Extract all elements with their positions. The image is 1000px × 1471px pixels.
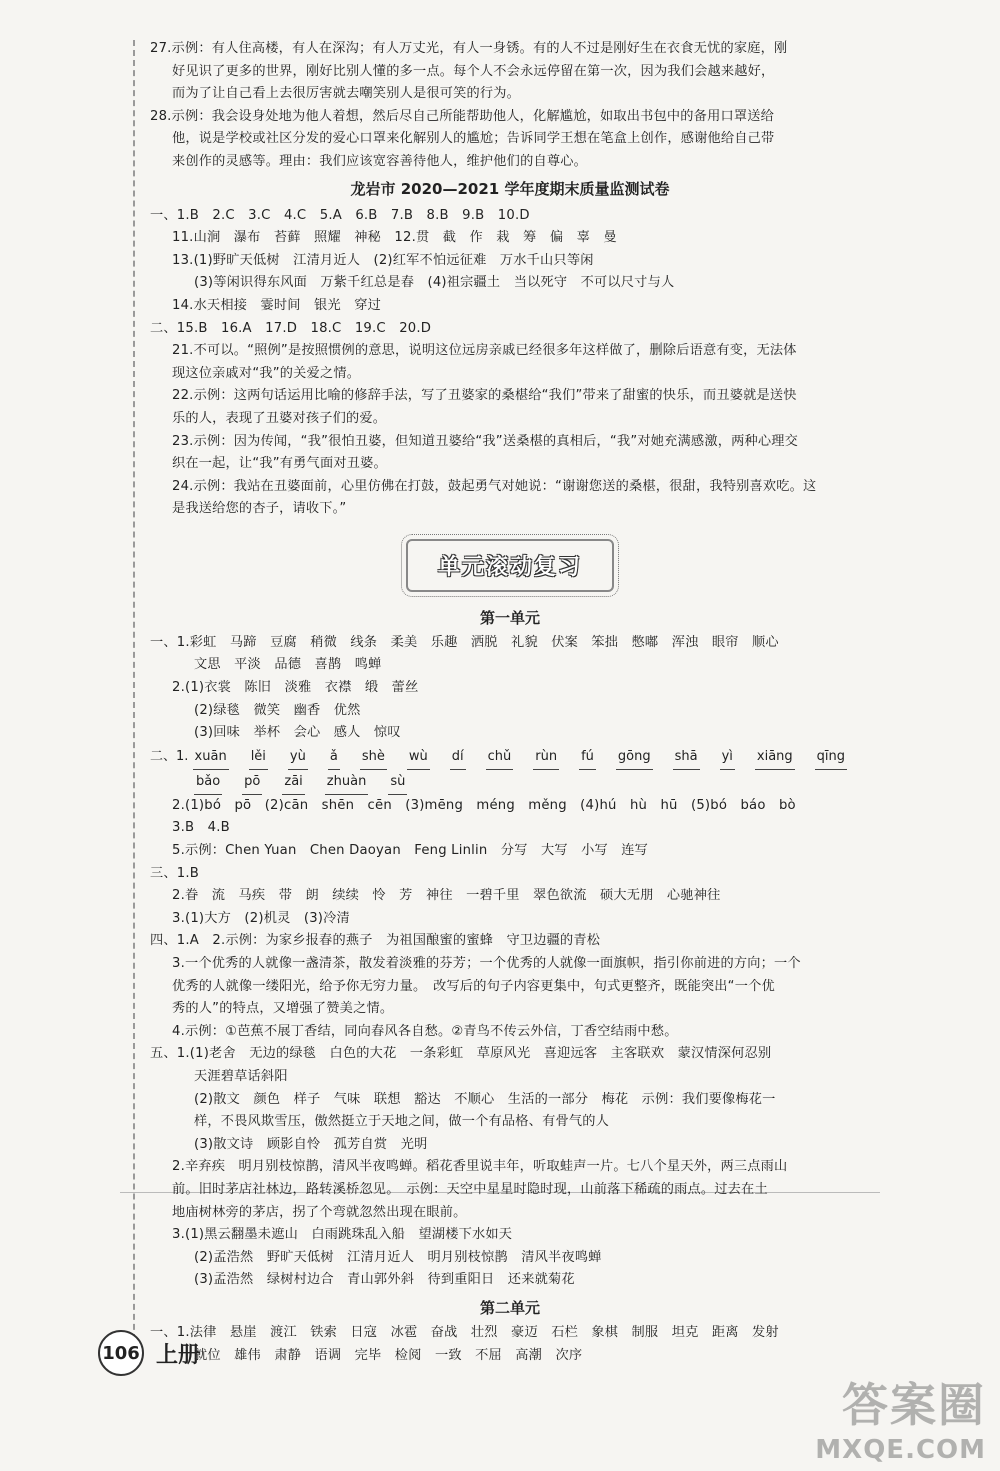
answer-27 xyxy=(150,38,870,106)
section-banner xyxy=(150,539,870,592)
answer-line: 天涯碧草话斜阳 xyxy=(194,1068,288,1084)
answer-line: 11.山涧 瀑布 苔藓 照耀 神秘 12.贯 截 作 栽 筹 偏 辜 曼 xyxy=(172,230,617,246)
answer-line: 2.眷 流 马疾 带 朗 续续 怜 芳 神往 一碧千里 翠色欲流 硕大无朋 心驰神往 xyxy=(172,888,721,904)
answer-line: (2)绿毯 微笑 幽香 优然 xyxy=(194,702,361,718)
exam-answers xyxy=(150,205,870,521)
answer-line: 22.示例：这两句话运用比喻的修辞手法，写了丑婆家的桑椹给“我们”带来了甜蜜的快乐，而丑婆就是送快 xyxy=(172,388,797,404)
answer-line: (3)孟浩然 绿树村边合 青山郭外斜 待到重阳日 还来就菊花 xyxy=(194,1272,575,1288)
answer-line: 文思 平淡 品德 喜鹊 鸣蝉 xyxy=(194,657,382,673)
pinyin-answer: bǎo xyxy=(194,770,222,795)
unit-2-answers xyxy=(150,1322,870,1367)
pinyin-answer: shè xyxy=(360,745,387,770)
answer-line: 乐的人，表现了丑婆对孩子们的爱。 xyxy=(172,410,387,426)
answer-28 xyxy=(150,106,870,174)
pinyin-items xyxy=(194,774,427,789)
answer-line: (2)孟浩然 野旷天低树 江清月近人 明月别枝惊鹊 清风半夜鸣蝉 xyxy=(194,1249,602,1265)
answer-line: (3)散文诗 顾影自怜 孤芳自赏 光明 xyxy=(194,1136,428,1152)
pinyin-label: 二、1. xyxy=(150,748,189,764)
pinyin-answer: ǎ xyxy=(328,745,340,770)
binding-dashed-line xyxy=(133,40,135,1360)
pinyin-answer: sù xyxy=(388,770,407,795)
answer-line: 一、1.彩虹 马蹄 豆腐 稍微 线条 柔美 乐趣 洒脱 礼貌 伏案 笨拙 憋嘟 浑浊 眼帘 顺心 xyxy=(150,634,779,650)
pinyin-answer: qīng xyxy=(815,745,847,770)
pinyin-answer: lěi xyxy=(249,745,268,770)
answer-line: 3.B 4.B xyxy=(172,820,230,836)
pinyin-answer: yù xyxy=(288,745,308,770)
answer-line: 2.(1)bó pō (2)cān shēn cēn (3)mēng méng měng (4)hú hù hū (5)bó báo bò xyxy=(172,797,796,813)
answer-line: 一、1.B 2.C 3.C 4.C 5.A 6.B 7.B 8.B 9.B 10.D xyxy=(150,207,530,223)
answer-line: 13.(1)野旷天低树 江清月近人 (2)红军不怕远征难 万水千山只等闲 xyxy=(172,252,594,268)
unit-1-title: 第一单元 xyxy=(479,608,540,627)
pinyin-answer: zāi xyxy=(282,770,304,795)
pinyin-answer: gōng xyxy=(616,745,653,770)
pinyin-answer: zhuàn xyxy=(325,770,369,795)
answer-line: 2.辛弃疾 明月别枝惊鹊，清风半夜鸣蝉。稻花香里说丰年，听取蛙声一片。七八个星天外，两三点雨山 xyxy=(172,1159,788,1175)
page-number: 106 xyxy=(98,1330,144,1376)
pinyin-answer: xuān xyxy=(193,745,229,770)
page-footer xyxy=(98,1330,200,1376)
pinyin-row-2 xyxy=(150,770,870,795)
answer-page xyxy=(150,38,870,1367)
answer-line: 3.一个优秀的人就像一盏清茶，散发着淡雅的芬芳；一个优秀的人就像一面旗帜，指引你前进的方向；一个 xyxy=(172,956,801,971)
answer-line: 5.示例：Chen Yuan Chen Daoyan Feng Linlin 分写 大写 小写 连写 xyxy=(172,843,649,859)
answer-line: 现这位亲戚对“我”的关爱之情。 xyxy=(172,365,361,381)
answer-line: 他，说是学校或社区分发的爱心口罩来化解别人的尴尬；告诉同学王想在笔盒上创作，感谢他给自己带 xyxy=(172,131,775,147)
answer-line: 五、1.(1)老舍 无边的绿毯 白色的大花 一条彩虹 草原风光 喜迎远客 主客联欢 蒙汉情深何忍别 xyxy=(150,1046,772,1062)
watermark-logo xyxy=(815,1369,986,1465)
pinyin-row-1 xyxy=(150,745,870,770)
pinyin-answer: fú xyxy=(579,745,596,770)
answer-line: 一、1.法律 悬崖 渡江 铁索 日寇 冰雹 奋战 壮烈 豪迈 石栏 象棋 制服 坦克 距离 发射 xyxy=(150,1324,779,1340)
pinyin-answer: dí xyxy=(450,745,466,770)
pinyin-answer: chǔ xyxy=(486,745,514,770)
answer-line: 好见识了更多的世界，刚好比别人懂的多一点。每个人不会永远停留在第一次，因为我们会越来越好， xyxy=(172,63,775,79)
answer-line: 地庙树林旁的茅店，拐了个弯就忽然出现在眼前。 xyxy=(172,1204,467,1220)
answer-line: 织在一起，让“我”有勇气面对丑婆。 xyxy=(172,456,387,472)
answer-line: 23.示例：因为传闻，“我”很怕丑婆，但知道丑婆给“我”送桑椹的真相后，“我”对她充满感激，两种心理交 xyxy=(172,433,799,449)
volume-label: 上册 xyxy=(156,1342,201,1368)
pinyin-items xyxy=(193,749,867,764)
watermark-en: MXQE.COM xyxy=(815,1435,986,1465)
pinyin-answer: shā xyxy=(673,745,700,770)
answer-line: 24.示例：我站在丑婆面前，心里仿佛在打鼓，鼓起勇气对她说：“谢谢您送的桑椹，很甜，我特别喜欢吃。这 xyxy=(172,478,817,494)
answer-line: (3)回味 举杯 会心 感人 惊叹 xyxy=(194,725,401,741)
answer-line: 二、15.B 16.A 17.D 18.C 19.C 20.D xyxy=(150,320,432,336)
pinyin-answer: wù xyxy=(407,745,430,770)
unit-1-answers xyxy=(150,632,870,1292)
pinyin-answer: xiāng xyxy=(755,745,795,770)
answer-line: 27.示例：有人住高楼，有人在深沟；有人万丈光，有人一身锈。有的人不过是刚好生在衣食无忧的家庭，刚 xyxy=(150,41,788,56)
pinyin-answer: rùn xyxy=(533,745,559,770)
answer-line: 14.水天相接 霎时间 银光 穿过 xyxy=(172,297,381,313)
answer-line: 21.不可以。“照例”是按照惯例的意思，说明这位远房亲戚已经很多年这样做了，删除后语意有变，无法体 xyxy=(172,343,797,359)
watermark-cn: 答案圈 xyxy=(842,1378,986,1432)
pinyin-answer: yì xyxy=(720,745,735,770)
answer-line: 而为了让自己看上去很厉害就去嘲笑别人是很可笑的行为。 xyxy=(172,86,521,102)
answer-line: 来创作的灵感等。理由：我们应该宽容善待他人，维护他们的自尊心。 xyxy=(172,153,588,169)
answer-line: 就位 雄伟 肃静 语调 完毕 检阅 一致 不屈 高潮 次序 xyxy=(194,1347,583,1363)
answer-line: 是我送给您的杏子，请收下。” xyxy=(172,501,347,517)
answer-line: 3.(1)黑云翻墨未遮山 白雨跳珠乱入船 望湖楼下水如天 xyxy=(172,1227,513,1243)
unit-2-title: 第二单元 xyxy=(479,1298,540,1317)
pinyin-answer: pō xyxy=(242,770,262,795)
answer-line: 28.示例：我会设身处地为他人着想，然后尽自己所能帮助他人，化解尴尬，如取出书包中的备用口罩送给 xyxy=(150,108,775,124)
answer-line: 3.(1)大方 (2)机灵 (3)冷清 xyxy=(172,910,350,926)
answer-line: 秀的人”的特点，又增强了赞美之情。 xyxy=(172,1001,394,1017)
answer-line: 前。旧时茅店社林边，路转溪桥忽见。 示例：天空中星星时隐时现，山前落下稀疏的雨点。过去在土 xyxy=(172,1181,768,1197)
answer-line: (3)等闲识得东风面 万紫千红总是春 (4)祖宗疆土 当以死守 不可以尺寸与人 xyxy=(194,275,675,291)
answer-line: 三、1.B xyxy=(150,865,200,881)
answer-line: 四、1.A 2.示例：为家乡报春的燕子 为祖国酿蜜的蜜蜂 守卫边疆的青松 xyxy=(150,933,601,949)
answer-line: 样，不畏风欺雪压，傲然挺立于天地之间，做一个有品格、有骨气的人 xyxy=(194,1114,610,1130)
exam-title: 龙岩市 2020—2021 学年度期末质量监测试卷 xyxy=(350,179,670,198)
banner-text: 单元滚动复习 xyxy=(406,539,614,592)
answer-line: (2)散文 颜色 样子 气味 联想 豁达 不顺心 生活的一部分 梅花 示例：我们要像梅花一 xyxy=(194,1091,776,1107)
answer-line: 2.(1)衣裳 陈旧 淡雅 衣襟 缎 蕾丝 xyxy=(172,680,419,696)
answer-line: 4.示例：①芭蕉不展丁香结，同向春风各自愁。②青鸟不传云外信，丁香空结雨中愁。 xyxy=(172,1023,678,1039)
answer-line: 优秀的人就像一缕阳光，给予你无穷力量。 改写后的句子内容更集中，句式更整齐，既能突出“一个优 xyxy=(172,978,775,994)
